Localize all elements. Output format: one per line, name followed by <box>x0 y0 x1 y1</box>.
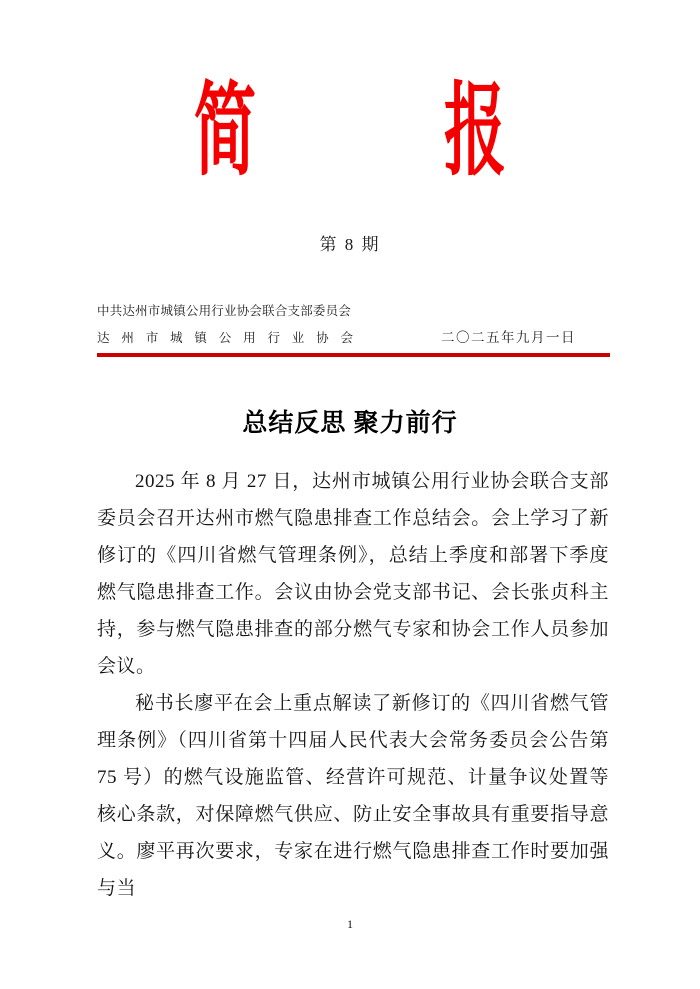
page-number: 1 <box>347 917 353 931</box>
org-line-party-branch: 中共达州市城镇公用行业协会联合支部委员会 <box>97 304 352 318</box>
red-divider-rule <box>97 353 610 357</box>
masthead-title-char-right: 报 <box>444 77 507 188</box>
article-body <box>97 463 609 907</box>
issuing-organizations <box>97 301 353 346</box>
issue-date: 二〇二五年九月一日 <box>441 330 576 345</box>
header-row <box>97 301 610 346</box>
issue-number: 第 8 期 <box>319 235 381 254</box>
article-title: 总结反思 聚力前行 <box>242 410 458 437</box>
org-line-association: 达州市城镇公用行业协会 <box>97 331 353 345</box>
body-paragraph: 2025 年 8 月 27 日，达州市城镇公用行业协会联合支部委员会召开达州市燃气隐患排查工作总结会。会上学习了新修订的《四川省燃气管理条例》，总结上季度和部署下季度燃气隐患排查工作。会议由协会党支部书记、会长张贞科主持，参与燃气隐患排查的部分燃气专家和协会工作人员参加会议。 <box>97 471 609 677</box>
body-paragraph: 秘书长廖平在会上重点解读了新修订的《四川省燃气管理条例》（四川省第十四届人民代表大会常务委员会公告第 75 号）的燃气设施监管、经营许可规范、计量争议处置等核心条款，对保障燃气供应、防止安全事故具有重要指导意义。廖平再次要求，专家在进行燃气隐患排查工作时要加强与当 <box>97 693 609 899</box>
masthead-title-char-left: 简 <box>193 77 256 188</box>
masthead-title <box>0 77 700 188</box>
